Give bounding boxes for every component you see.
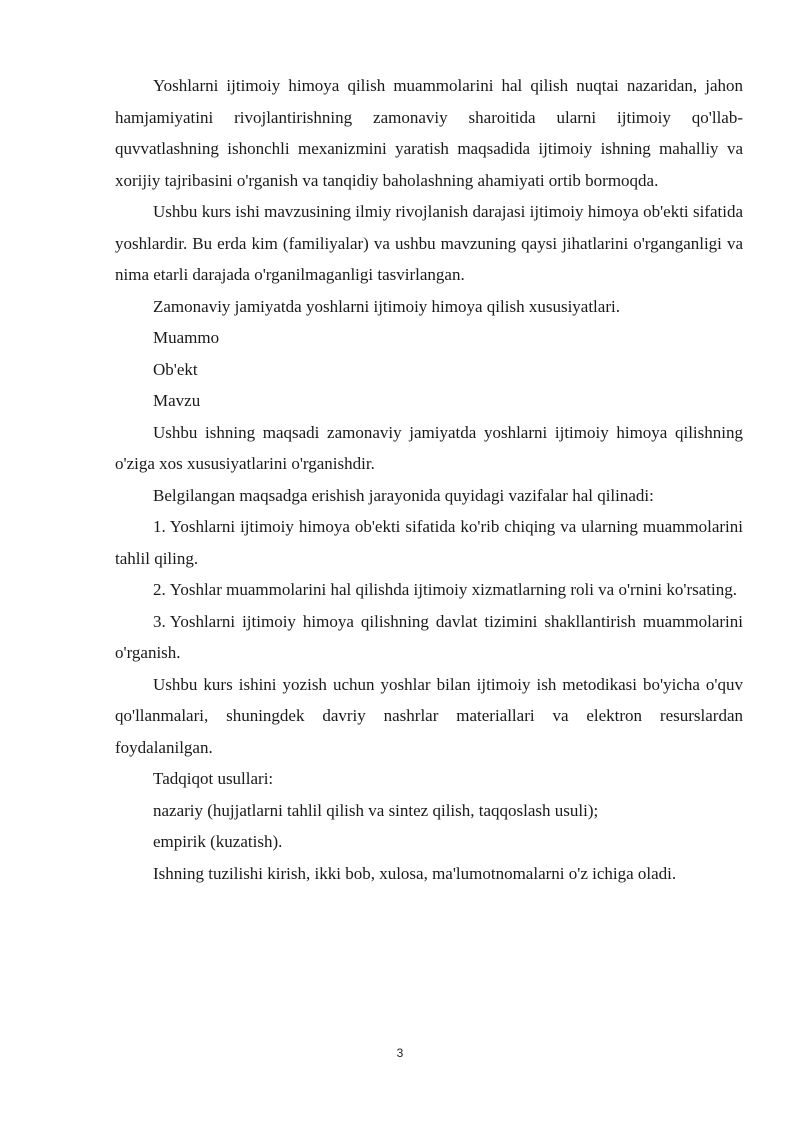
paragraph-methods-title: Tadqiqot usullari: bbox=[153, 769, 274, 788]
task-text: Yoshlarni ijtimoiy himoya ob'ekti sifatida ko'rib chiqing va ularning muammolarini tahlil qiling. bbox=[115, 517, 743, 568]
paragraph-tasks-intro: Belgilangan maqsadga erishish jarayonida quyidagi vazifalar hal qilinadi: bbox=[153, 485, 654, 505]
paragraph-problem: Muammo bbox=[153, 328, 220, 347]
paragraph-research-degree: Ushbu kurs ishi mavzusining ilmiy rivojlanish darajasi ijtimoiy himoya ob'ekti sifatida yoshlardir. Bu erda kim (familiyalar) va ushbu mavzuning qaysi jihatlarini o'rganganligi va nima etarli darajada o'rganilmaganligi tasvirlangan. bbox=[115, 202, 743, 284]
page-number: 3 bbox=[396, 1046, 404, 1060]
paragraph-subject: Mavzu bbox=[153, 391, 201, 410]
task-number: 2. bbox=[153, 580, 166, 599]
task-text: Yoshlarni ijtimoiy himoya qilishning davlat tizimini shakllantirish muammolarini o'rganish. bbox=[115, 611, 743, 662]
task-item bbox=[115, 574, 743, 606]
paragraph-object: Ob'ekt bbox=[153, 359, 198, 379]
paragraph-topic: Zamonaviy jamiyatda yoshlarni ijtimoiy himoya qilish xususiyatlari. bbox=[153, 296, 620, 316]
task-number: 3. bbox=[153, 611, 166, 631]
body-text bbox=[115, 70, 743, 889]
task-text: Yoshlar muammolarini hal qilishda ijtimoiy xizmatlarning roli va o'rnini ko'rsating. bbox=[169, 580, 737, 599]
paragraph-structure: Ishning tuzilishi kirish, ikki bob, xulosa, ma'lumotnomalarni o'z ichiga oladi. bbox=[153, 863, 677, 883]
task-item bbox=[115, 606, 743, 669]
paragraph-sources: Ushbu kurs ishini yozish uchun yoshlar bilan ijtimoiy ish metodikasi bo'yicha o'quv qo'llanmalari, shuningdek davriy nashrlar materiallari va elektron resurslardan foydalanilgan. bbox=[115, 674, 743, 757]
paragraph-method-theoretical: nazariy (hujjatlarni tahlil qilish va sintez qilish, taqqoslash usuli); bbox=[153, 800, 599, 820]
paragraph-goal: Ushbu ishning maqsadi zamonaviy jamiyatda yoshlarni ijtimoiy himoya qilishning o'ziga xos xususiyatlarini o'rganishdir. bbox=[115, 422, 743, 473]
task-number: 1. bbox=[153, 517, 166, 536]
paragraph-method-empirical: empirik (kuzatish). bbox=[153, 832, 283, 851]
task-item bbox=[115, 511, 743, 574]
paragraph-intro: Yoshlarni ijtimoiy himoya qilish muammolarini hal qilish nuqtai nazaridan, jahon hamjamiyatini rivojlantirishning zamonaviy sharoitida ularni ijtimoiy qo'llab-quvvatlashning ishonchli mexanizmini yaratish maqsadida ijtimoiy ishning mahalliy va xorijiy tajribasini o'rganish va tanqidiy baholashning ahamiyati ortib bormoqda. bbox=[115, 76, 743, 190]
